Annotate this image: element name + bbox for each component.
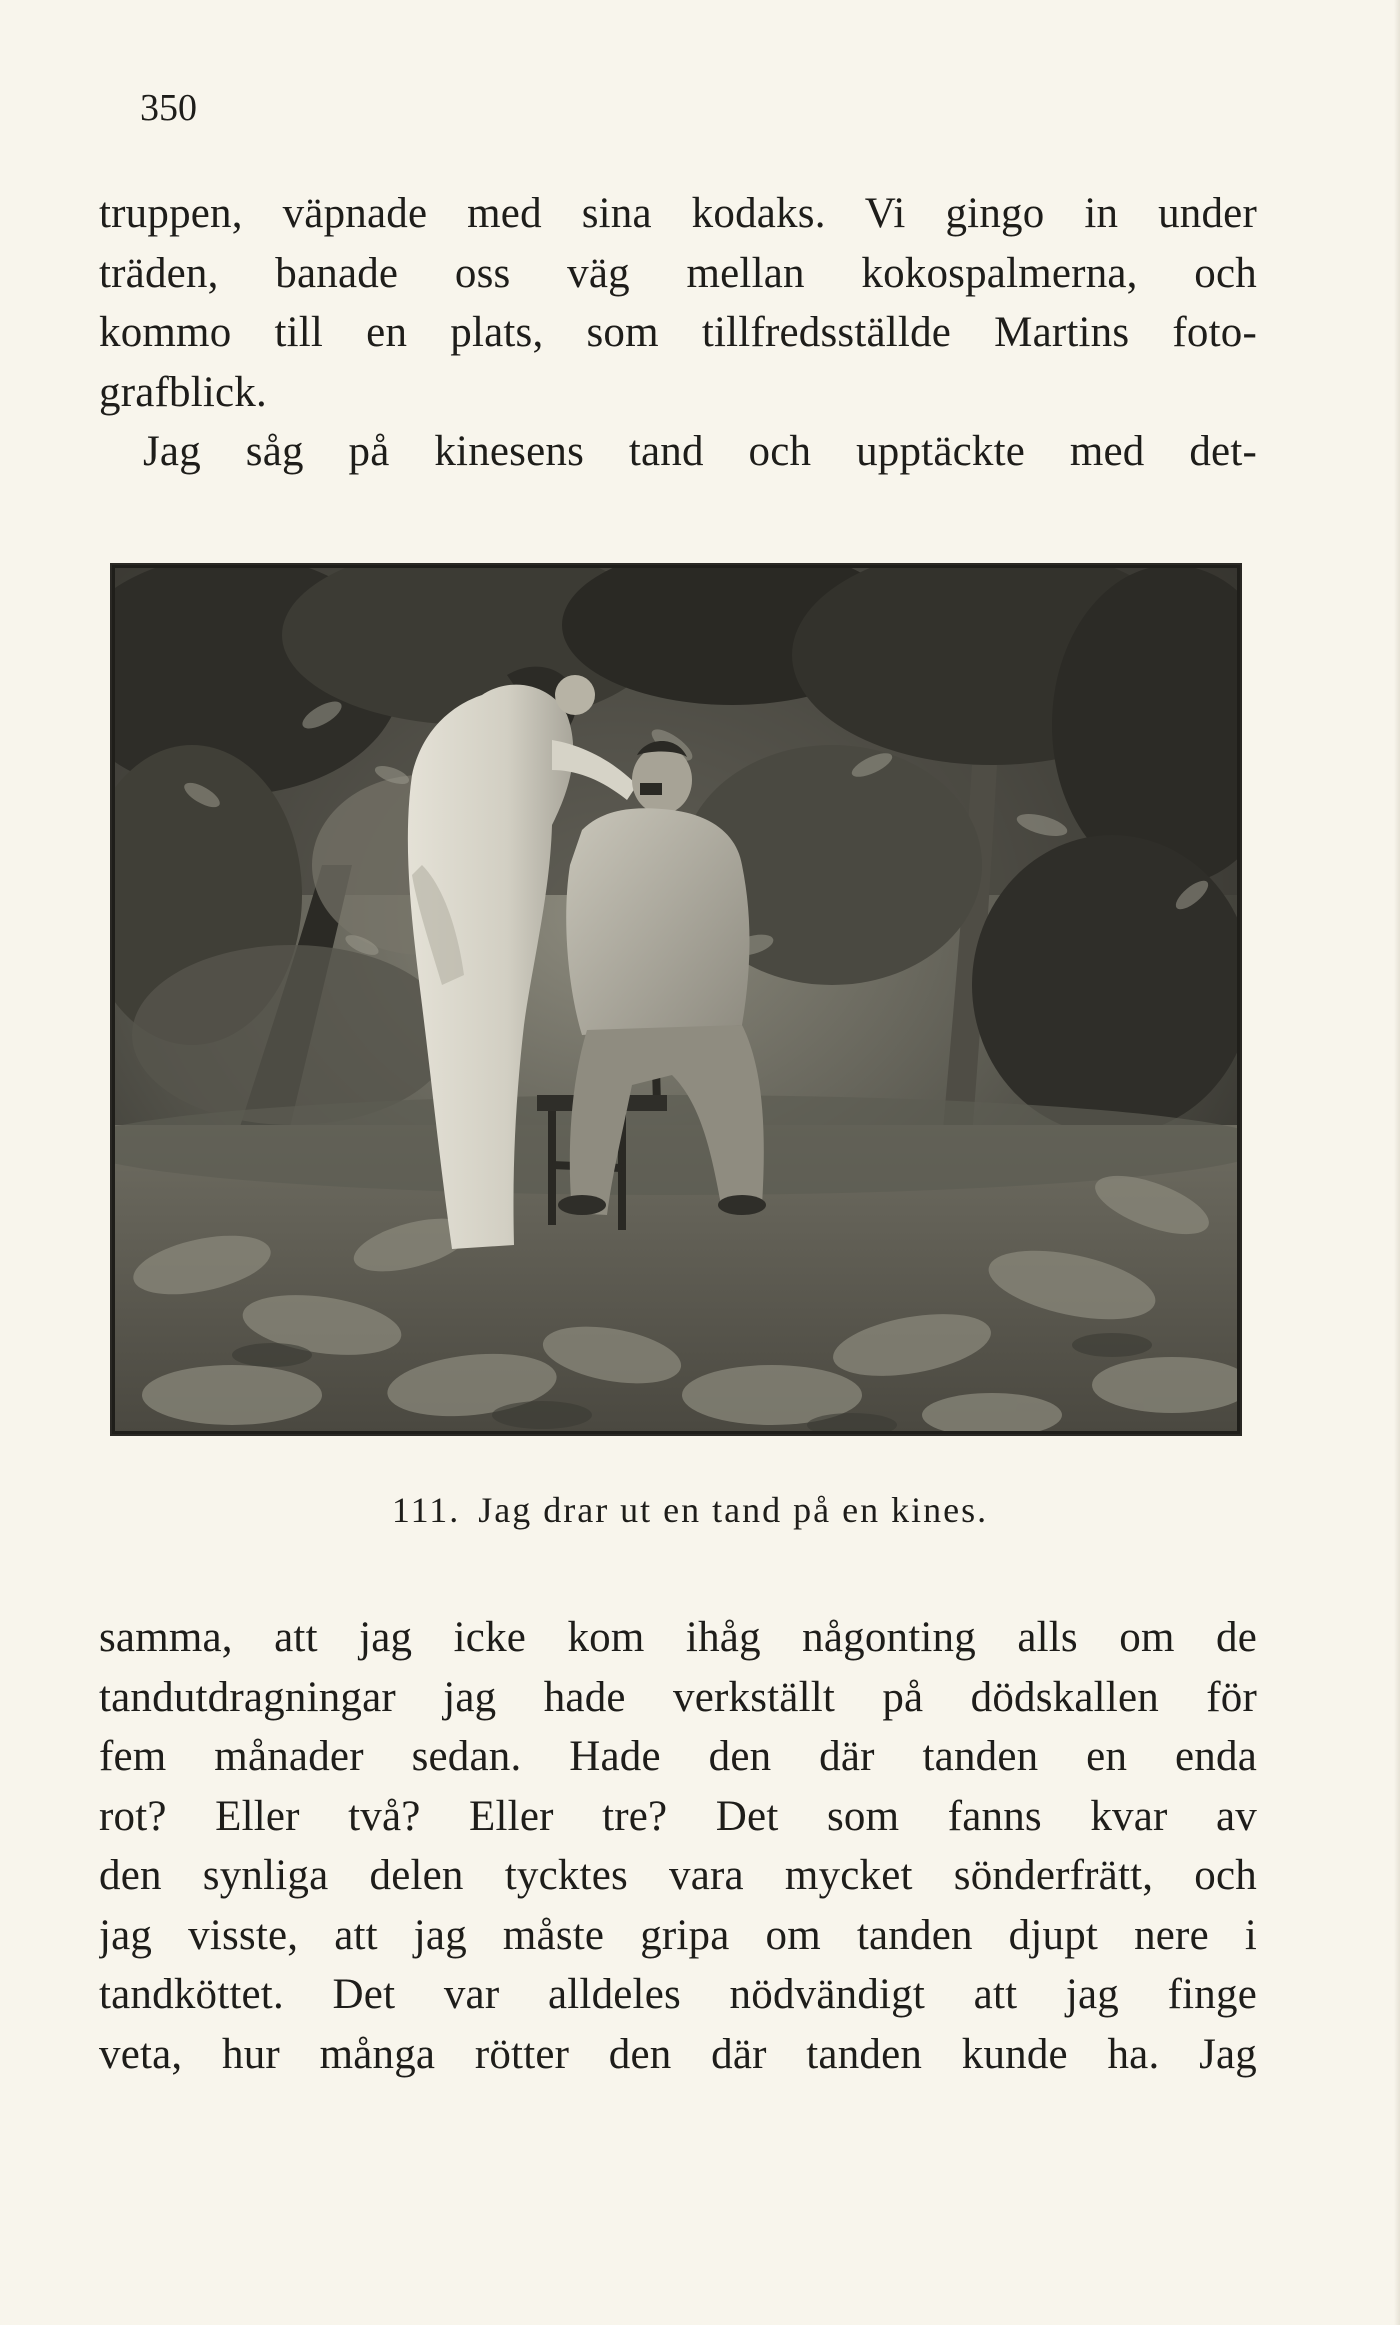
photograph [110, 563, 1242, 1436]
page-number: 350 [140, 87, 197, 129]
text-line: kommo till en plats, som tillfredsställde Martins foto- [99, 309, 1257, 356]
text-line: tandköttet. Det var alldeles nödvändigt att jag finge [99, 1971, 1257, 2018]
figure-number: 111. [391, 1490, 461, 1530]
text-line: tandutdragningar jag hade verkställt på dödskallen för [99, 1673, 1257, 1721]
text-line: Jag såg på kinesens tand och upptäckte med det- [143, 428, 1257, 475]
text-line: samma, att jag icke kom ihåg någonting alls om de [99, 1614, 1257, 1661]
text-line: jag visste, att jag måste gripa om tanden djupt nere i [99, 1911, 1257, 1959]
figure-caption [0, 1488, 1400, 1532]
text-line: fem månader sedan. Hade den där tanden en enda [99, 1733, 1257, 1780]
top-paragraph [99, 184, 1257, 482]
text-line: veta, hur många rötter den där tanden kunde ha. Jag [99, 2030, 1257, 2078]
text-line: den synliga delen tycktes vara mycket sönderfrätt, och [99, 1852, 1257, 1899]
text-line: truppen, väpnade med sina kodaks. Vi gingo in under [99, 190, 1257, 237]
figure-caption-text: Jag drar ut en tand på en kines. [478, 1490, 989, 1530]
page-edge-shadow [1394, 0, 1400, 2325]
text-line: träden, banade oss väg mellan kokospalmerna, och [99, 249, 1257, 297]
text-line: rot? Eller två? Eller tre? Det som fanns kvar av [99, 1792, 1257, 1840]
text-line: grafblick. [99, 368, 267, 416]
bottom-paragraph [99, 1608, 1257, 2084]
photograph-illustration [112, 565, 1240, 1434]
